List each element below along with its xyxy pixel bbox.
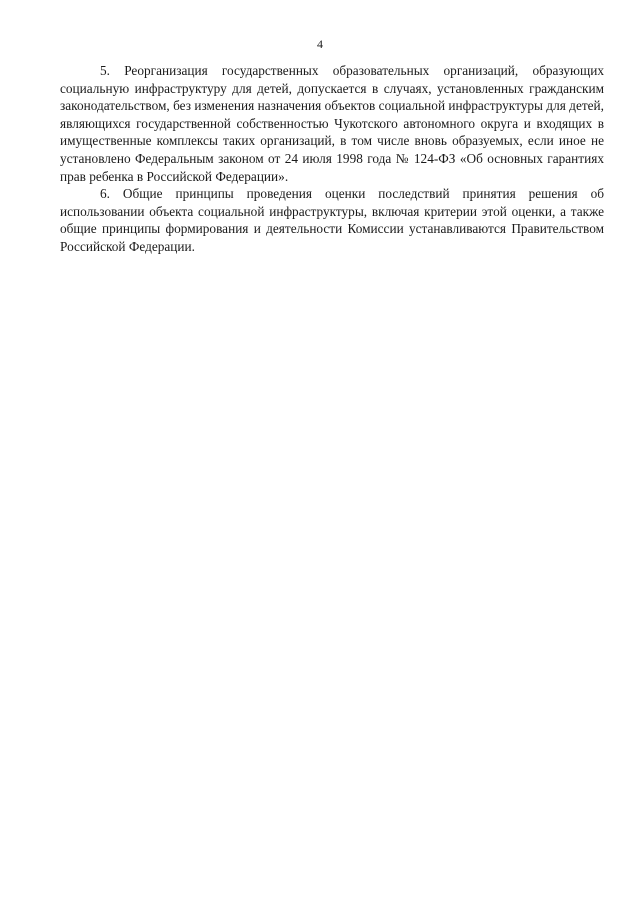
paragraph-5-reorganization: 5. Реорганизация государственных образовательных организаций, образующих социальную инфраструктуру для детей, допускается в случаях, установленных гражданским законодательством, без изменения назначения объектов социальной инфраструктуры для детей, являющихся государственной собственностью Чукотского автономного округа и входящих в имущественные комплексы таких организаций, в том числе вновь образуемых, если иное не установлено Федеральным законом от 24 июля 1998 года № 124-ФЗ «Об основных гарантиях прав ребенка в Российской Федерации».	[60, 63, 604, 184]
page-number: 4	[317, 37, 323, 51]
paragraph-6-general-principles: 6. Общие принципы проведения оценки последствий принятия решения об использовании объекта социальной инфраструктуры, включая критерии этой оценки, а также общие принципы формирования и деятельности Комиссии устанавливаются Правительством Российской Федерации.	[60, 186, 604, 254]
document-body	[60, 62, 604, 256]
